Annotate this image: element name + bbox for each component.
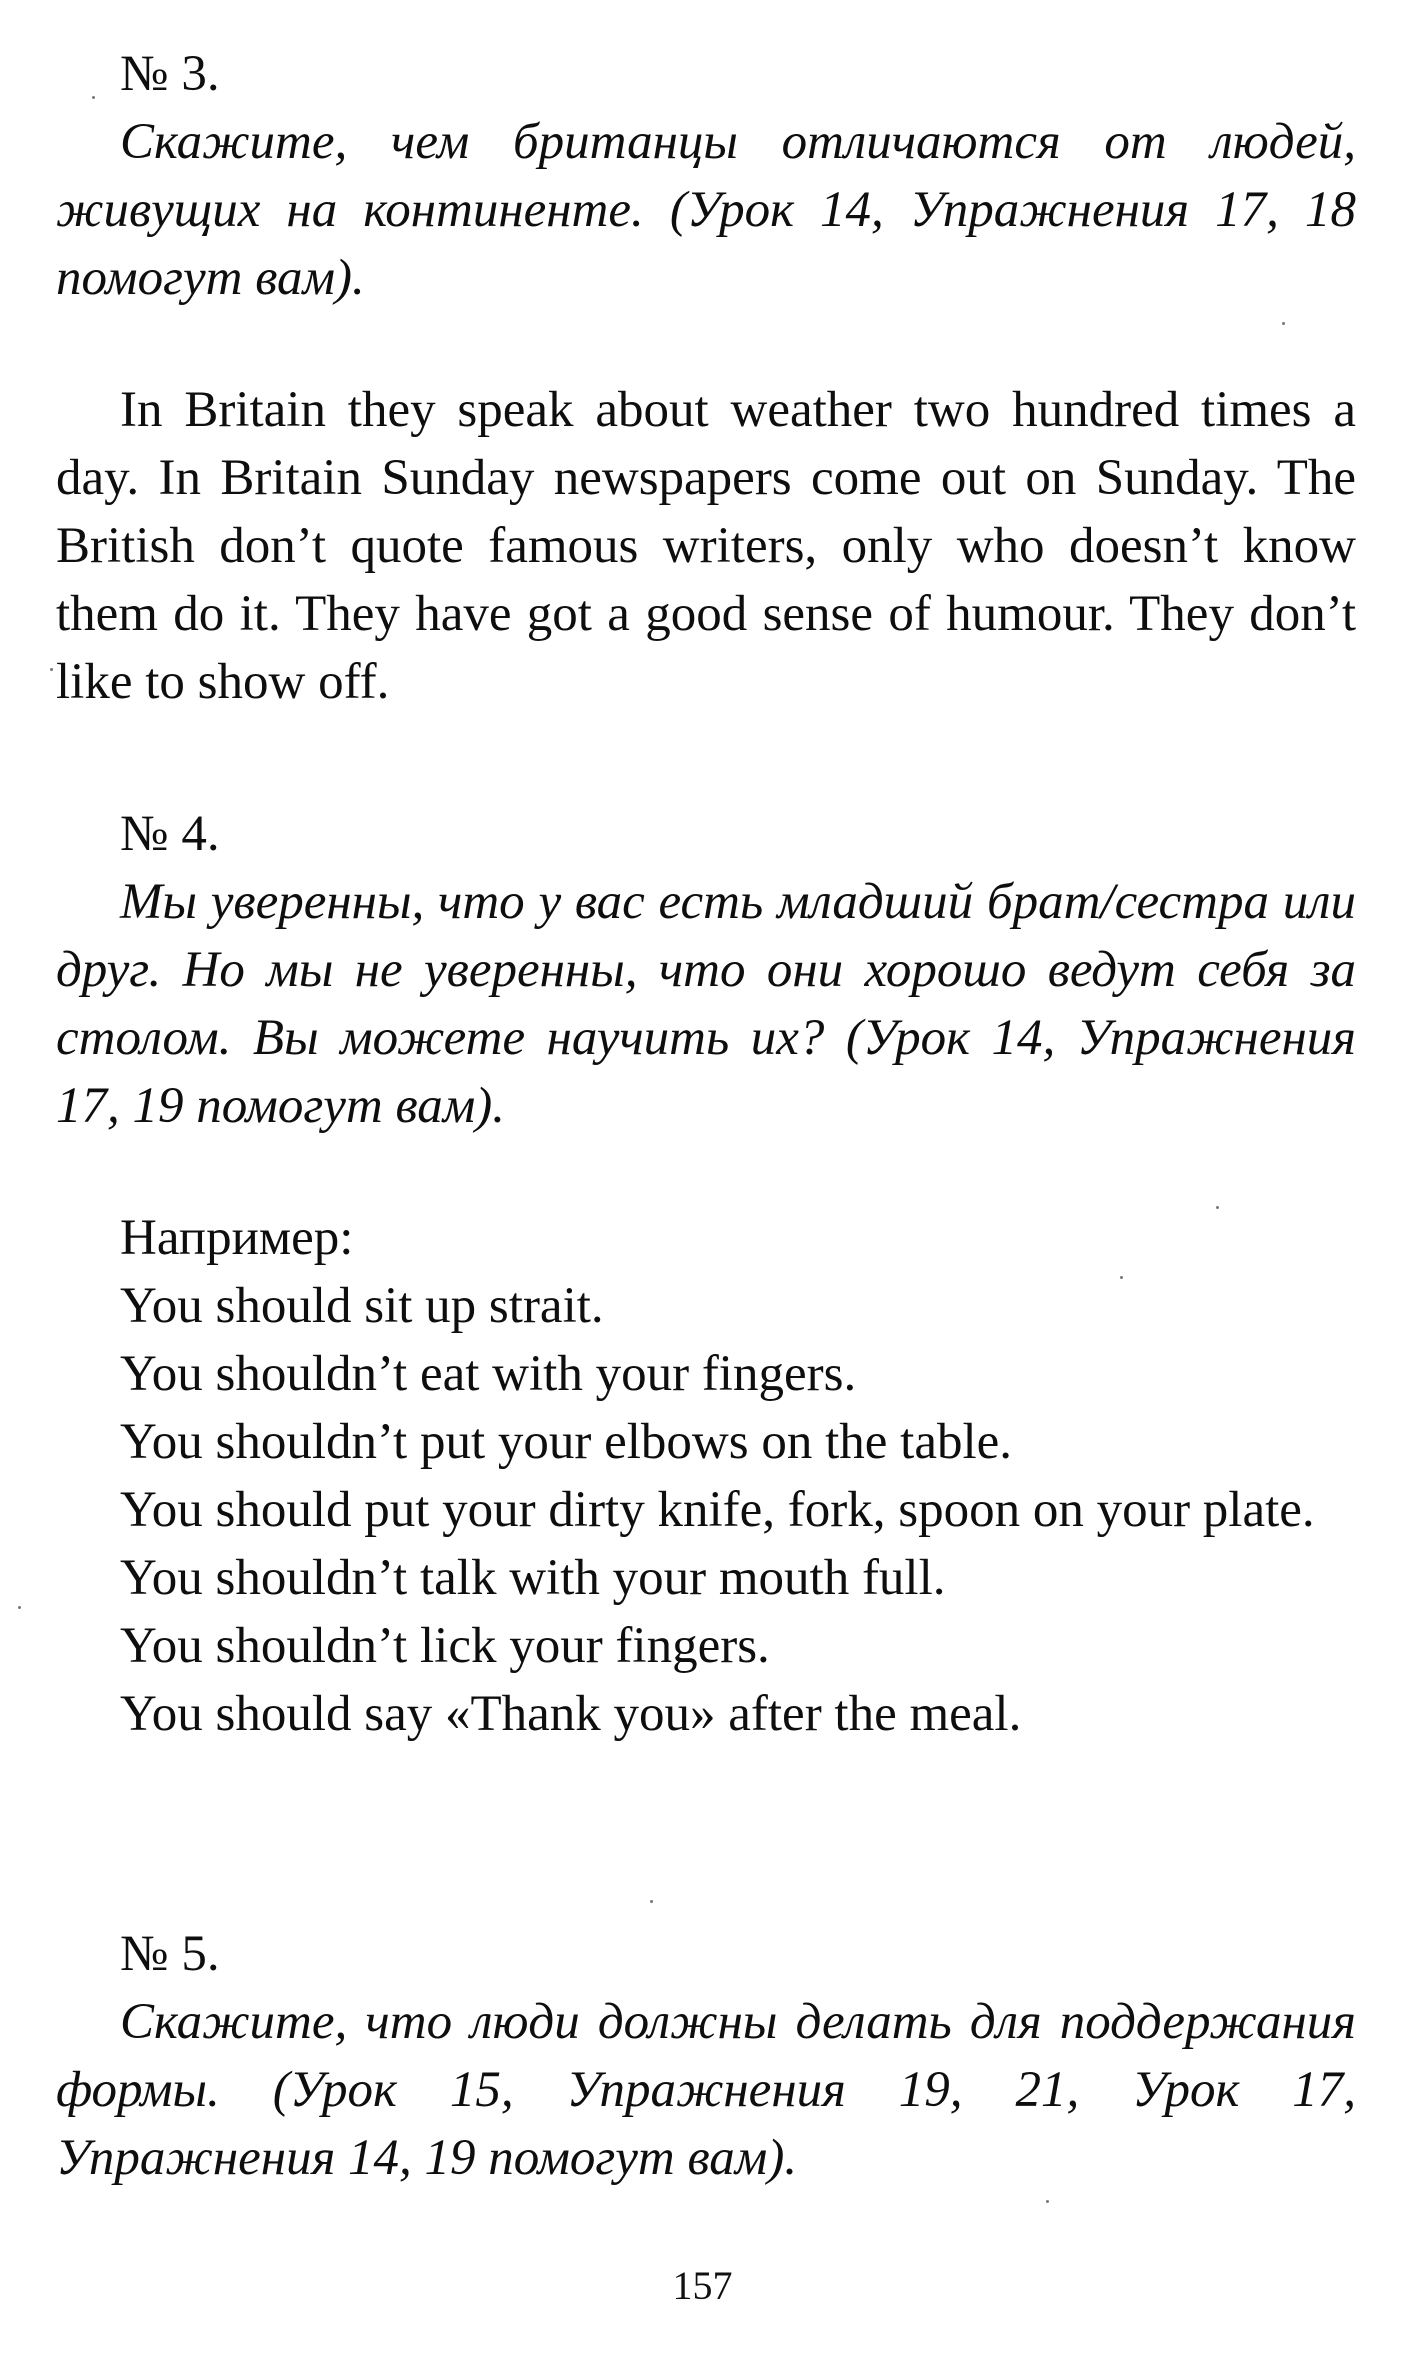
scan-speck [1216,1206,1219,1209]
exercise-3-answer: In Britain they speak about weather two hundred times a day. In Britain Sunday newspapers come out on Sunday. The British don’t quote famous writers, only who doesn’t know them do it. They have got a good sense of humour. They don’t like to show off. [56,382,1356,710]
scan-speck [1046,2200,1049,2203]
exercise-4-task: Мы уверенны, что у вас есть младший брат/сестра или друг. Но мы не уверенны, что они хорошо ведут себя за столом. Вы можете научить их? (Урок 14, Упражнения 17, 19 помогут вам). [56,874,1356,1134]
example-line: You shouldn’t talk with your mouth full. [120,1550,946,1606]
example-label: Например: [120,1210,354,1266]
example-line: You should put your dirty knife, fork, spoon on your plate. [120,1482,1315,1538]
scan-speck [18,1606,21,1609]
exercise-5-number: № 5. [120,1926,220,1982]
exercise-5-task: Скажите, что люди должны делать для поддержания формы. (Урок 15, Упражнения 19, 21, Урок 17, Упражнения 14, 19 помогут вам). [56,1994,1356,2186]
exercise-4-number: № 4. [120,806,220,862]
example-line: You should say «Thank you» after the meal. [120,1686,1022,1742]
scan-speck [650,1900,653,1903]
page-number: 157 [672,2263,733,2308]
scan-speck [50,668,53,671]
scan-speck [92,96,95,99]
scan-speck [1282,322,1285,325]
scan-speck [1120,1276,1123,1279]
example-line: You should sit up strait. [120,1278,604,1334]
example-line: You shouldn’t lick your fingers. [120,1618,770,1674]
exercise-3-task: Скажите, чем британцы отличаются от людей, живущих на континенте. (Урок 14, Упражнения 17, 18 помогут вам). [56,114,1356,306]
example-line: You shouldn’t put your elbows on the table. [120,1414,1013,1470]
example-line: You shouldn’t eat with your fingers. [120,1346,857,1402]
exercise-3-number: № 3. [120,46,220,102]
exercise-4-examples [56,1204,1356,1748]
